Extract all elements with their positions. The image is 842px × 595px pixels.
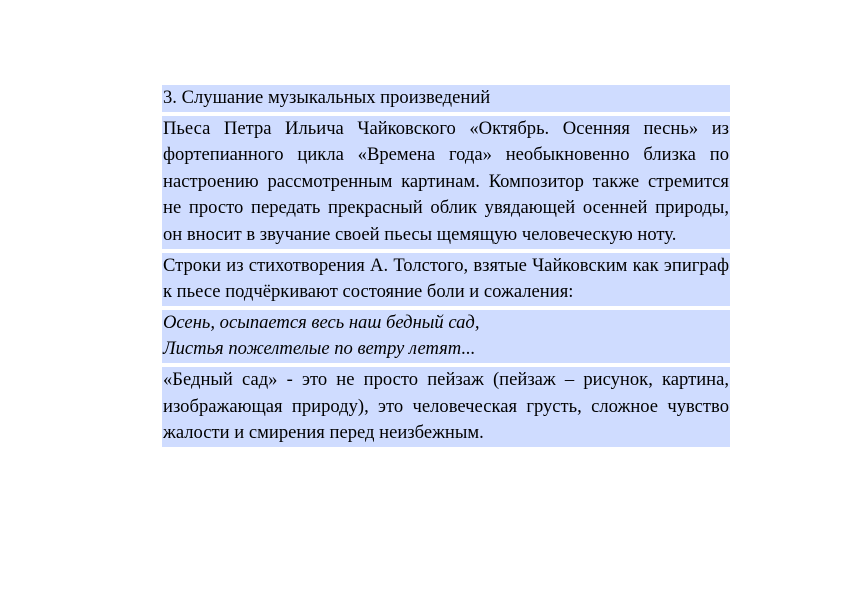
- paragraph-epigraph-intro: Строки из стихотворения А. Толстого, взятые Чайковским как эпиграф к пьесе подчёркивают состояние боли и сожаления:: [162, 253, 730, 306]
- poem-line-2: Листья пожелтелые по ветру летят...: [163, 338, 476, 360]
- paragraph-tchaikovsky: Пьеса Петра Ильича Чайковского «Октябрь. Осенняя песнь» из фортепианного цикла «Времена года» необыкновенно близка по настроению рассмотренным картинам. Композитор также стремится не просто передать прекрасный облик увядающей осенней природы, он вносит в звучание своей пьесы щемящую человеческую ноту.: [162, 116, 730, 249]
- section-heading: 3. Слушание музыкальных произведений: [162, 85, 730, 112]
- poem-line-1: Осень, осыпается весь наш бедный сад,: [163, 311, 480, 333]
- poem-epigraph: [162, 310, 730, 363]
- text-block: [162, 85, 730, 447]
- paragraph-poor-garden: «Бедный сад» - это не просто пейзаж (пейзаж – рисунок, картина, изображающая природу), это человеческая грусть, сложное чувство жалости и смирения перед неизбежным.: [162, 367, 730, 447]
